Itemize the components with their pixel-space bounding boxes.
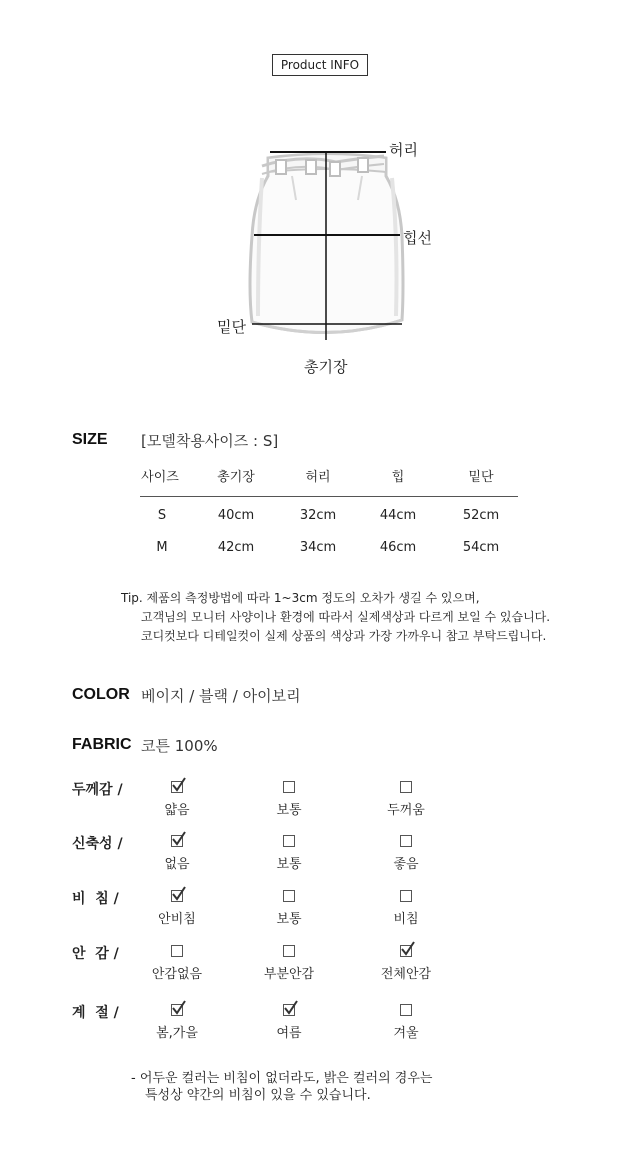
checked-checkbox[interactable]: [400, 945, 412, 957]
color-value: 베이지 / 블랙 / 아이보리: [141, 687, 301, 705]
col-header-length: 총기장: [217, 470, 255, 485]
attribute-label: 신축성 /: [72, 836, 123, 852]
table-cell: S: [157, 508, 167, 523]
option-label: 봄,가을: [156, 1026, 198, 1041]
option-label: 없음: [164, 857, 190, 872]
option-label: 좋음: [393, 857, 419, 872]
attribute-label: 두께감 /: [72, 782, 123, 798]
option-label: 두꺼움: [387, 803, 425, 818]
unchecked-checkbox[interactable]: [400, 781, 412, 793]
hip-label: 힙선: [403, 229, 432, 247]
checked-checkbox[interactable]: [171, 781, 183, 793]
note-line-1: - 어두운 컬러는 비침이 없더라도, 밝은 컬러의 경우는: [131, 1071, 433, 1086]
unchecked-checkbox[interactable]: [400, 835, 412, 847]
color-heading: COLOR: [72, 686, 130, 703]
checkmark-icon: [172, 1001, 186, 1015]
attribute-label: 계 절 /: [72, 1005, 119, 1021]
option-label: 전체안감: [380, 967, 432, 982]
attribute-label: 비 침 /: [72, 891, 119, 907]
size-table-header: [140, 466, 518, 488]
tip-line-3: 코디컷보다 디테일컷이 실제 상품의 색상과 가장 가까우니 참고 부탁드립니다.: [141, 629, 547, 643]
skirt-illustration: [0, 0, 640, 400]
unchecked-checkbox[interactable]: [171, 945, 183, 957]
option-label: 보통: [276, 857, 302, 872]
table-cell: M: [156, 540, 168, 555]
unchecked-checkbox[interactable]: [283, 781, 295, 793]
option-label: 얇음: [164, 803, 190, 818]
table-cell: 46cm: [379, 540, 417, 555]
size-heading: SIZE: [72, 431, 108, 448]
option-label: 안비침: [158, 912, 196, 927]
option-label: 여름: [276, 1026, 302, 1041]
checked-checkbox[interactable]: [171, 890, 183, 902]
waist-label: 허리: [389, 141, 418, 159]
col-header-hip: 힙: [391, 470, 405, 485]
tip-line-2: 고객님의 모니터 사양이나 환경에 따라서 실제색상과 다르게 보일 수 있습니다.: [141, 610, 551, 624]
model-size-note: [모델착용사이즈 : S]: [141, 432, 279, 450]
attribute-label: 안 감 /: [72, 946, 119, 962]
hem-label: 밑단: [217, 318, 246, 336]
option-label: 겨울: [393, 1026, 419, 1041]
total-length-label: 총기장: [304, 358, 348, 376]
table-cell: 44cm: [379, 508, 417, 523]
col-header-size: 사이즈: [141, 470, 179, 485]
table-cell: 34cm: [299, 540, 337, 555]
tip-line-1: Tip. 제품의 측정방법에 따라 1~3cm 정도의 오차가 생길 수 있으며,: [121, 591, 480, 605]
option-label: 비침: [393, 912, 419, 927]
unchecked-checkbox[interactable]: [400, 1004, 412, 1016]
option-label: 부분안감: [263, 967, 315, 982]
option-label: 보통: [276, 912, 302, 927]
checkmark-icon: [172, 832, 186, 846]
unchecked-checkbox[interactable]: [400, 890, 412, 902]
table-cell: 40cm: [217, 508, 255, 523]
unchecked-checkbox[interactable]: [283, 945, 295, 957]
table-cell: 52cm: [462, 508, 500, 523]
checkmark-icon: [401, 942, 415, 956]
col-header-waist: 허리: [305, 470, 331, 485]
table-row: [140, 540, 518, 562]
fabric-value: 코튼 100%: [141, 737, 218, 755]
product-info-badge: Product INFO: [272, 54, 368, 76]
checked-checkbox[interactable]: [283, 1004, 295, 1016]
checked-checkbox[interactable]: [171, 835, 183, 847]
option-label: 안감없음: [151, 967, 203, 982]
unchecked-checkbox[interactable]: [283, 835, 295, 847]
skirt-diagram: [0, 0, 640, 400]
checked-checkbox[interactable]: [171, 1004, 183, 1016]
col-header-hem: 밑단: [468, 470, 494, 485]
checkmark-icon: [172, 778, 186, 792]
size-table-divider: [140, 496, 518, 497]
option-label: 보통: [276, 803, 302, 818]
note-line-2: 특성상 약간의 비침이 있을 수 있습니다.: [145, 1088, 371, 1103]
checkmark-icon: [284, 1001, 298, 1015]
table-cell: 42cm: [217, 540, 255, 555]
unchecked-checkbox[interactable]: [283, 890, 295, 902]
checkmark-icon: [172, 887, 186, 901]
table-cell: 32cm: [299, 508, 337, 523]
table-row: [140, 508, 518, 530]
table-cell: 54cm: [462, 540, 500, 555]
fabric-heading: FABRIC: [72, 736, 132, 753]
